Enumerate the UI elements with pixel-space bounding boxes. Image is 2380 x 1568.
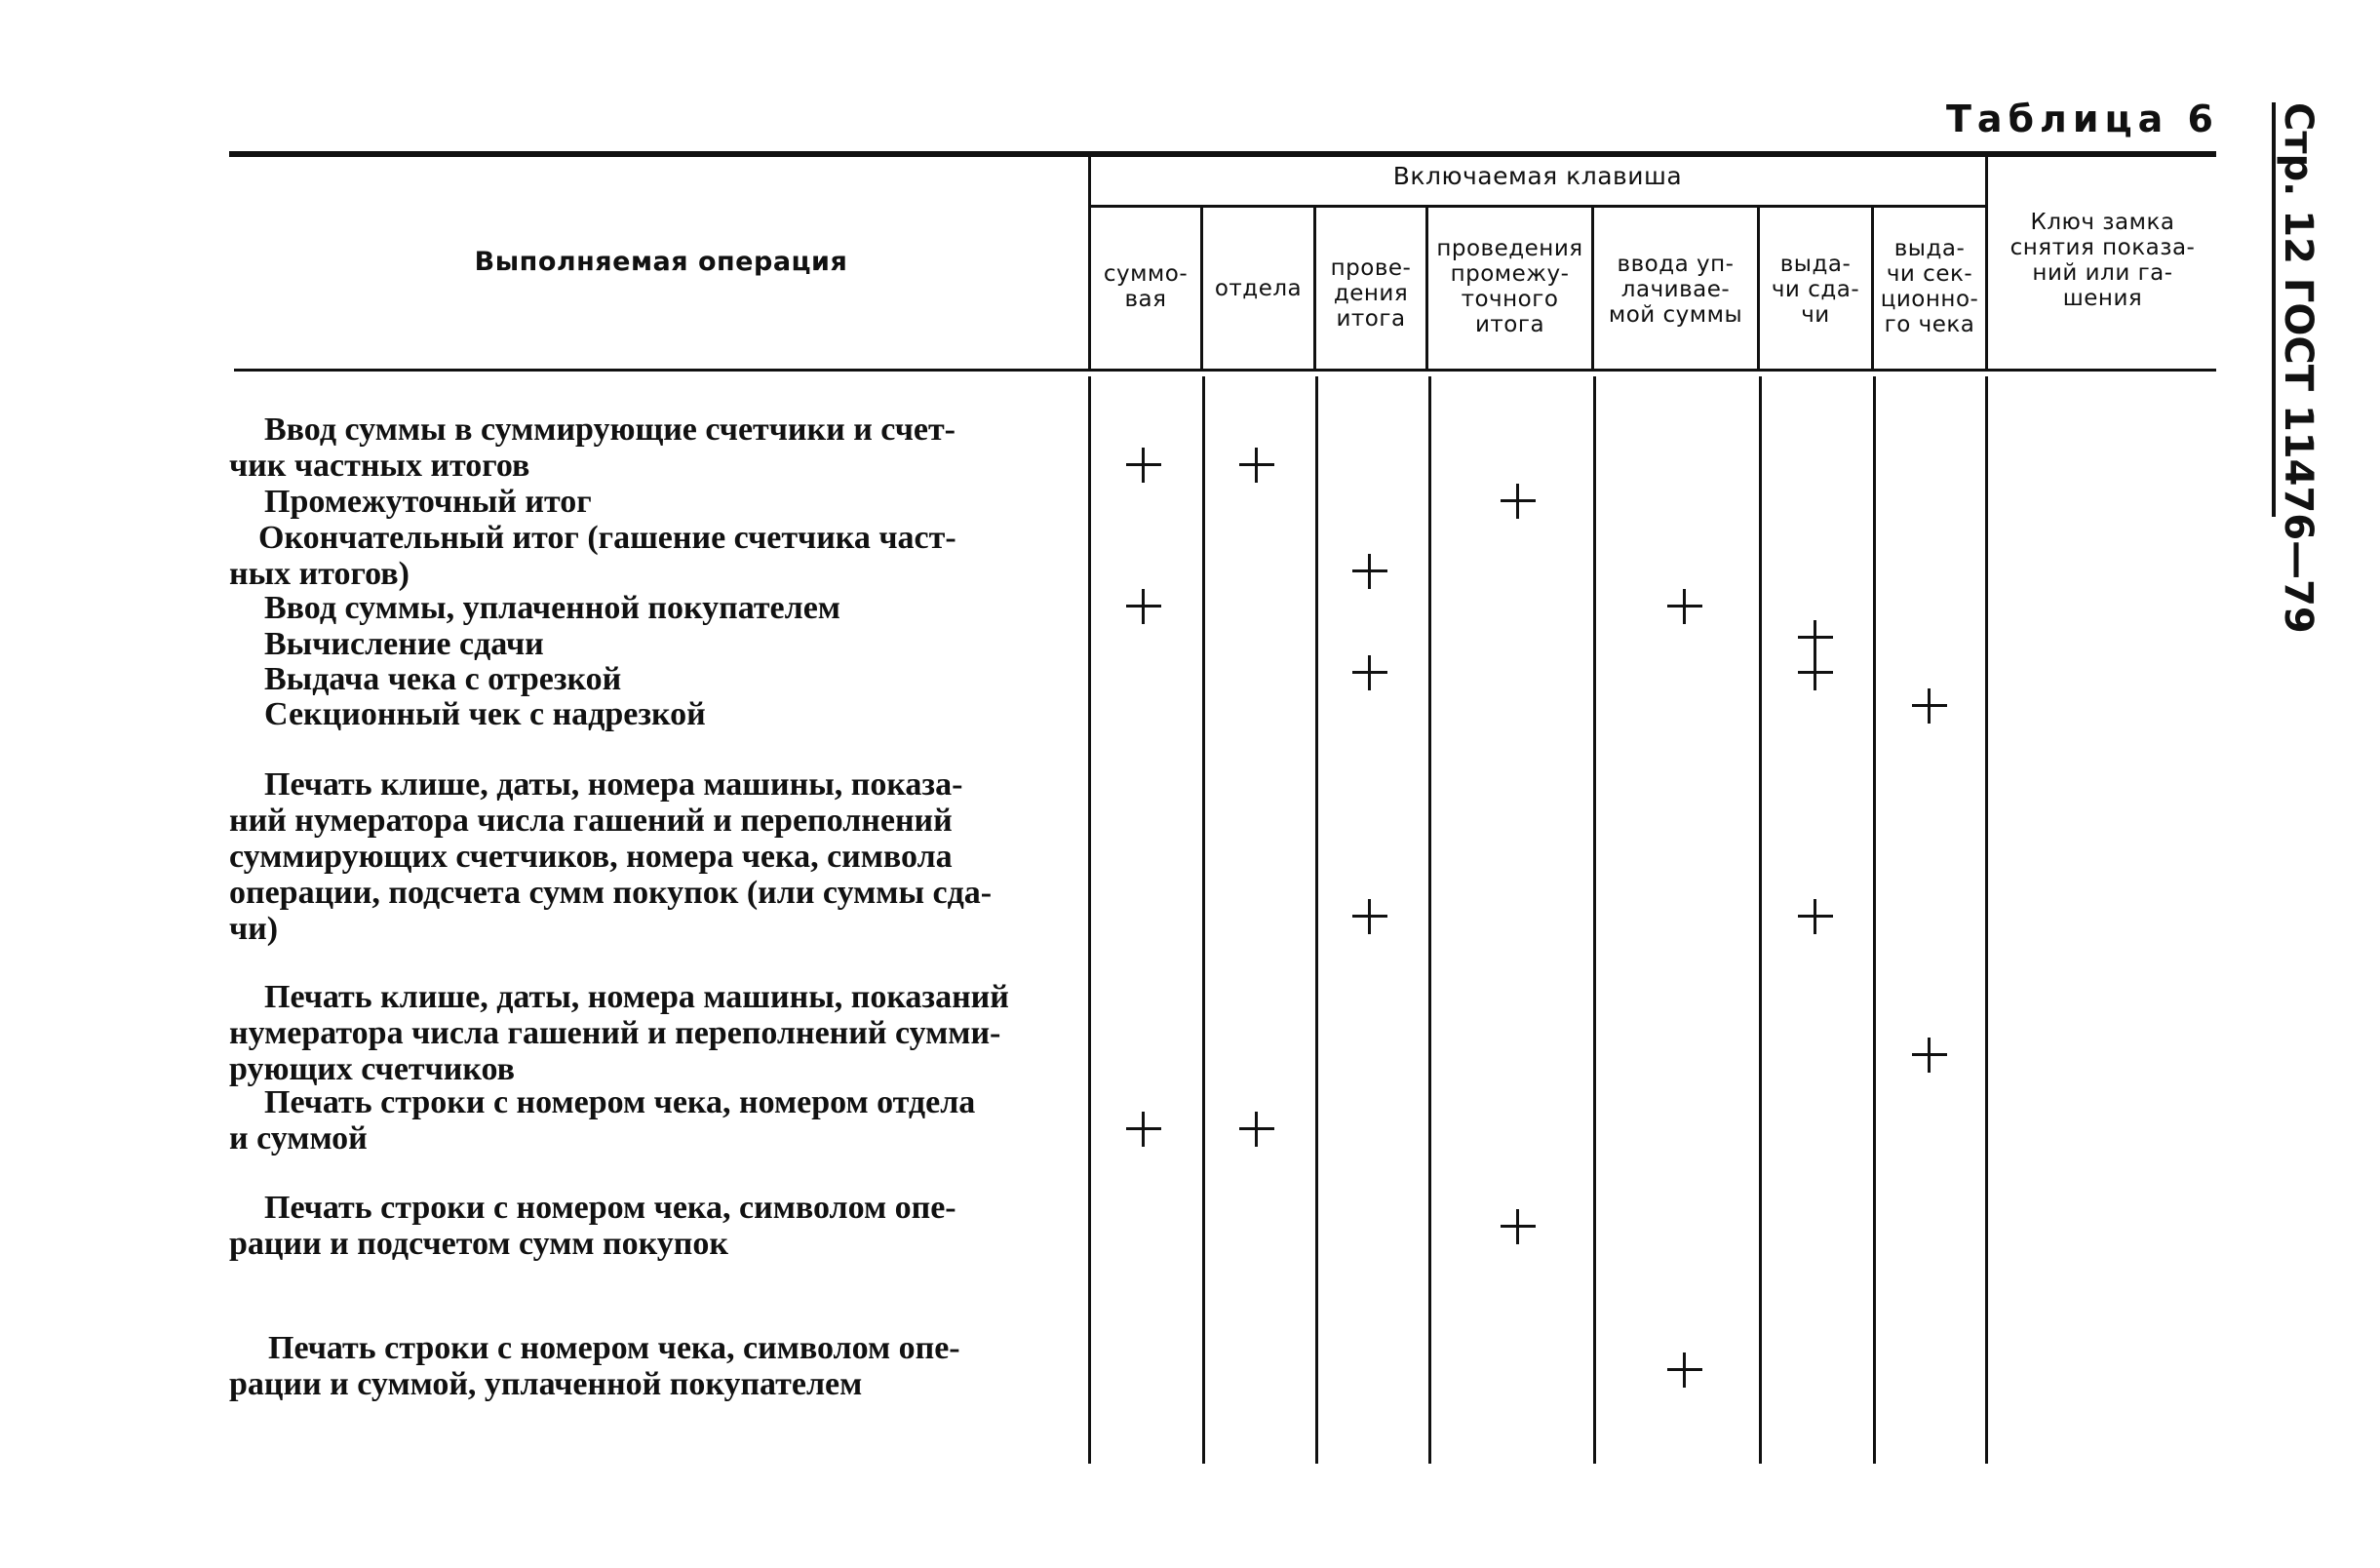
header-col-sektsionnogo: выда- чи сек- ционно- го чека (1880, 236, 1979, 337)
row-line: ний нумератора числа гашений и переполнений (229, 803, 953, 839)
row-operation-4 (229, 626, 1068, 662)
plus-mark-row-7-provedeniya_itoga (1352, 899, 1387, 934)
body-divider-6 (1873, 376, 1876, 1464)
row-line: чик частных итогов (229, 448, 530, 484)
running-header: Стр. 12 ГОСТ 11476—79 (2276, 102, 2321, 634)
plus-mark-row-0-summovaya (1126, 448, 1161, 483)
body-divider-2 (1315, 376, 1318, 1464)
plus-mark-row-11-vvoda_summy (1667, 1352, 1702, 1388)
row-line: рации и суммой, уплаченной покупателем (229, 1366, 863, 1402)
row-line: Печать клише, даты, номера машины, показа- (264, 766, 963, 803)
row-line: нумератора числа гашений и переполнений сумми- (229, 1015, 1001, 1051)
row-line: Печать строки с номером чека, номером отдела (264, 1084, 976, 1120)
row-line: рующих счетчиков (229, 1051, 516, 1087)
plus-mark-row-6-sektsionnogo (1912, 688, 1947, 724)
header-col-promezhutochnogo: проведения промежу- точного итога (1436, 236, 1583, 337)
row-line: Вычисление сдачи (264, 626, 544, 662)
body-divider-5 (1759, 376, 1762, 1464)
row-line: Промежуточный итог (264, 484, 592, 520)
row-operation-11 (229, 1330, 1068, 1402)
header-col-vvoda-summy: ввода уп- лачивае- мой суммы (1608, 252, 1743, 328)
table-caption: Таблица 6 (1945, 98, 2219, 140)
row-operation-0 (229, 412, 1068, 484)
row-line: Ввод суммы в суммирующие счетчики и счет- (264, 412, 956, 448)
row-line: Секционный чек с надрезкой (264, 696, 706, 732)
table-top-rule (229, 151, 2216, 157)
row-operation-3 (229, 590, 1068, 626)
row-line: и суммой (229, 1120, 368, 1156)
plus-mark-row-9-otdela (1239, 1112, 1274, 1147)
plus-mark-row-5-provedeniya_itoga (1352, 655, 1387, 690)
plus-mark-row-10-promezhutochnogo (1501, 1209, 1536, 1244)
plus-mark-row-9-summovaya (1126, 1112, 1161, 1147)
row-operation-1 (229, 484, 1068, 520)
plus-mark-row-3-vvoda_summy (1667, 589, 1702, 624)
body-divider-7 (1985, 376, 1988, 1464)
row-line: чи) (229, 911, 279, 947)
plus-mark-row-2-provedeniya_itoga (1352, 554, 1387, 589)
row-line: Печать строки с номером чека, символом опе- (268, 1330, 960, 1366)
header-col-vydachi-sdachi: выда- чи сда- чи (1771, 252, 1860, 328)
body-divider-1 (1202, 376, 1205, 1464)
row-operation-6 (229, 696, 1068, 732)
plus-mark-row-8-sektsionnogo (1912, 1038, 1947, 1073)
col-divider-7 (1985, 156, 1988, 369)
row-line: рации и подсчетом сумм покупок (229, 1226, 728, 1262)
plus-mark-row-3-summovaya (1126, 589, 1161, 624)
row-operation-10 (229, 1190, 1068, 1262)
plus-mark-row-7-vydachi_sdachi (1798, 899, 1833, 934)
plus-mark-row-0-otdela (1239, 448, 1274, 483)
row-line: ных итогов) (229, 556, 410, 592)
plus-mark-row-5-vydachi_sdachi (1798, 655, 1833, 690)
header-keys-group: Включаемая клавиша (1392, 162, 1683, 190)
row-line: Печать строки с номером чека, символом опе- (264, 1190, 956, 1226)
row-operation-9 (229, 1084, 1068, 1156)
row-line: Ввод суммы, уплаченной покупателем (264, 590, 840, 626)
header-bottom-rule (234, 369, 2216, 372)
body-divider-3 (1428, 376, 1431, 1464)
row-line: операции, подсчета сумм покупок (или суммы сда- (229, 875, 993, 911)
keys-group-rule (1090, 205, 1985, 208)
row-operation-7 (229, 766, 1068, 947)
header-col-provedeniya-itoga: прове- дения итога (1330, 255, 1412, 332)
body-divider-0 (1088, 376, 1091, 1464)
row-line: суммирующих счетчиков, номера чека, символа (229, 839, 953, 875)
row-line: Окончательный итог (гашение счетчика част- (258, 520, 956, 556)
row-line: Выдача чека с отрезкой (264, 661, 622, 697)
body-divider-4 (1593, 376, 1596, 1464)
row-operation-8 (229, 979, 1068, 1087)
header-col-otdela: отдела (1214, 276, 1303, 301)
header-col-summovaya: суммо- вая (1103, 261, 1189, 312)
plus-mark-row-1-promezhutochnogo (1501, 484, 1536, 519)
header-col-klyuch: Ключ замка снятия показа- ний или га- шения (2009, 210, 2196, 311)
row-operation-5 (229, 661, 1068, 697)
header-operation: Выполняемая операция (474, 247, 848, 277)
row-operation-2 (229, 520, 1068, 592)
row-line: Печать клише, даты, номера машины, показаний (264, 979, 1009, 1015)
plus-mark-row-4-vydachi_sdachi (1798, 620, 1833, 655)
